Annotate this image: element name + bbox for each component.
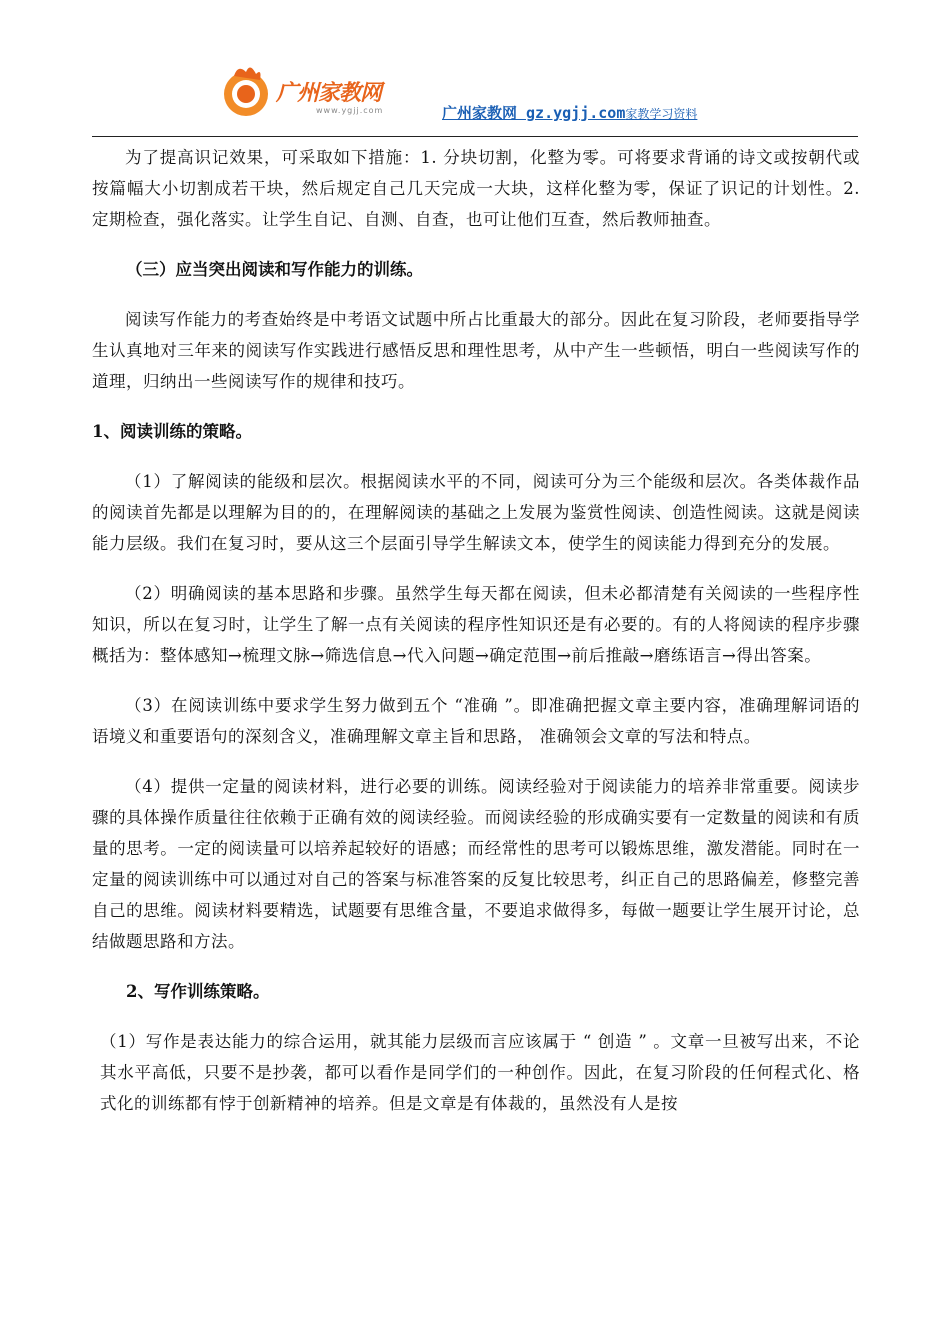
heading-reading-strategy: 1、阅读训练的策略。 [92, 422, 252, 441]
site-link[interactable] [442, 102, 697, 123]
paragraph-writing-1: （1）写作是表达能力的综合运用，就其能力层级而言应该属于 “ 创造 ” 。文章一旦被写出来，不论其水平高低，只要不是抄袭，都可以看作是同学们的一种创作。因此，在复习阶段的任何程式化、格式化的训练都有悖于创新精神的培养。但是文章是有体裁的，虽然没有人是按 [100, 1032, 860, 1113]
header-divider [92, 136, 858, 137]
logo-url: www.ygjj.com [316, 106, 384, 115]
site-tag[interactable]: 家教学习资料 [625, 107, 698, 121]
paragraph-reading-1: （1）了解阅读的能级和层次。根据阅读水平的不同，阅读可分为三个能级和层次。各类体裁作品的阅读首先都是以理解为目的的，在理解阅读的基础之上发展为鉴赏性阅读、创造性阅读。这就是阅读能力层级。我们在复习时，要从这三个层面引导学生解读文本，使学生的阅读能力得到充分的发展。 [92, 472, 860, 553]
paragraph-reading-3: （3）在阅读训练中要求学生努力做到五个 “准确 ”。即准确把握文章主要内容，准确理解词语的语境义和重要语句的深刻含义，准确理解文章主旨和思路， 准确领会文章的写法和特点。 [92, 696, 860, 746]
heading-writing-strategy: 2、写作训练策略。 [126, 982, 270, 1001]
site-logo[interactable] [216, 62, 396, 122]
page-header [92, 62, 858, 134]
paragraph-reading-writing: 阅读写作能力的考查始终是中考语文试题中所占比重最大的部分。因此在复习阶段，老师要指导学生认真地对三年来的阅读写作实践进行感悟反思和理性思考，从中产生一些顿悟，明白一些阅读写作的道理，归纳出一些阅读写作的规律和技巧。 [92, 310, 860, 391]
site-name[interactable]: 广州家教网 gz.ygjj.com [442, 104, 626, 122]
document-body [92, 142, 860, 1138]
heading-section-3: （三）应当突出阅读和写作能力的训练。 [126, 260, 423, 279]
flame-logo-icon [216, 62, 276, 122]
logo-wordmark: 广州家教网 [276, 81, 382, 106]
paragraph-reading-4: （4）提供一定量的阅读材料，进行必要的训练。阅读经验对于阅读能力的培养非常重要。阅读步骤的具体操作质量往往依赖于正确有效的阅读经验。而阅读经验的形成确实要有一定数量的阅读和有质量的思考。一定的阅读量可以培养起较好的语感；而经常性的思考可以锻炼思维，激发潜能。同时在一定量的阅读训练中可以通过对自己的答案与标准答案的反复比较思考，纠正自己的思路偏差，修整完善自己的思维。阅读材料要精选，试题要有思维含量，不要追求做得多，每做一题要让学生展开讨论，总结做题思路和方法。 [92, 777, 860, 951]
paragraph-memorization: 为了提高识记效果，可采取如下措施：1. 分块切割，化整为零。可将要求背诵的诗文或按朝代或按篇幅大小切割成若干块，然后规定自己几天完成一大块，这样化整为零，保证了识记的计划性。2. 定期检查，强化落实。让学生自记、自测、自查，也可让他们互查，然后教师抽查。 [92, 148, 860, 229]
paragraph-reading-2: （2）明确阅读的基本思路和步骤。虽然学生每天都在阅读，但未必都清楚有关阅读的一些程序性知识，所以在复习时，让学生了解一点有关阅读的程序性知识还是有必要的。有的人将阅读的程序步骤概括为：整体感知→梳理文脉→筛选信息→代入问题→确定范围→前后推敲→磨练语言→得出答案。 [92, 584, 860, 665]
